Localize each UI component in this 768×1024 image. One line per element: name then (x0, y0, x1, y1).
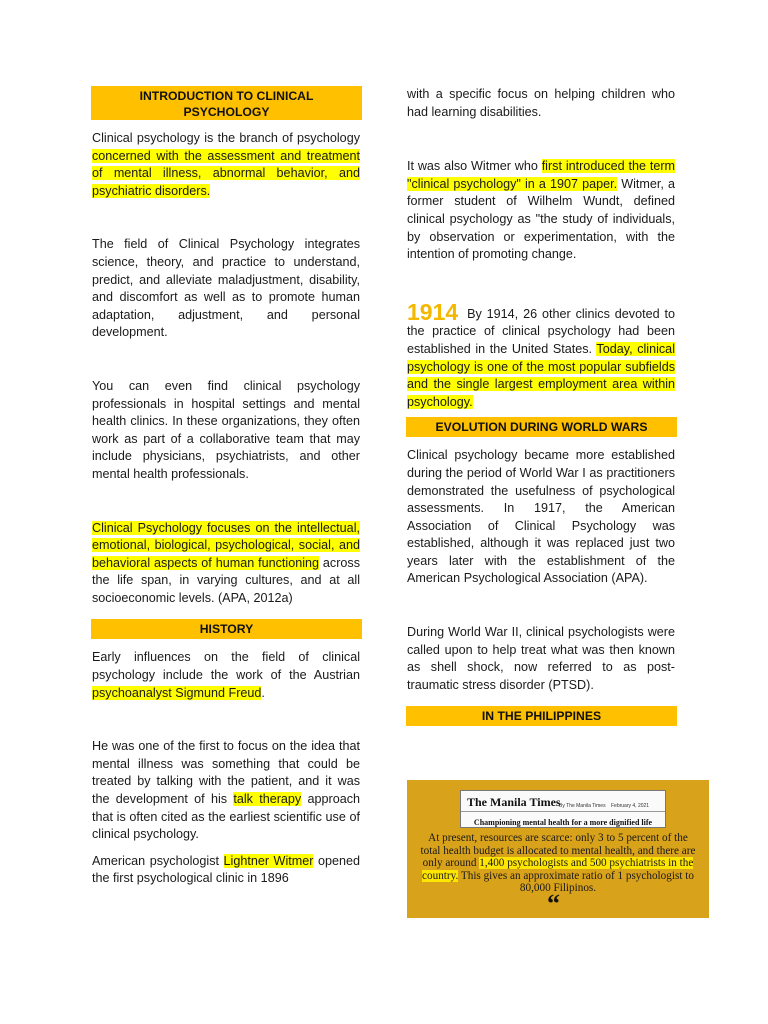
history-heading: HISTORY (91, 619, 362, 639)
clipping-text-a: At present, resources are scarce: only 3 to 5 percent of the total health budget is allocated to mental health, and there are only around (420, 832, 696, 870)
integration-paragraph: The field of Clinical Psychology integrates science, theory, and practice to understand, predict, and alleviate maladjustment, disability, and discomfort as well as to promote human adaptation, adjustment, and personal development. (92, 237, 360, 340)
freud-highlight: psychoanalyst Sigmund Freud (92, 685, 262, 700)
wwii-paragraph: During World War II, clinical psychologists were called upon to help treat what was then known as shell shock, now referred to as post-traumatic stress disorder (PTSD). (407, 625, 675, 692)
focus-text: across the life span, in varying cultures, and at all socioeconomic levels. (APA, 2012a) (92, 555, 361, 605)
year-text: By 1914, 26 other clinics devoted to the practice of clinical psychology had been established in the United States. (407, 306, 675, 356)
clipping-body (417, 832, 699, 895)
intro-heading: INTRODUCTION TO CLINICAL PSYCHOLOGY (91, 86, 362, 120)
wwi-paragraph: Clinical psychology became more established during the period of World War I as practitioners demonstrated the usefulness of psychological assessments. In 1917, the American Association of Clinical Psychology was established, although it was replaced just two years later with the establishment of the American Psychological Association (APA). (407, 448, 675, 586)
term-highlight: first introduced the term "clinical psychology" in a 1907 paper. (407, 159, 676, 191)
focus-paragraph (92, 520, 360, 608)
intro-text: Clinical psychology is the branch of psychology (92, 131, 360, 145)
byline: By The Manila Times (559, 803, 606, 809)
year-1914: 1914 (407, 298, 459, 325)
witmer-text-b: opened the first psychological clinic in 1896 (92, 853, 360, 886)
masthead: The Manila Times (467, 795, 561, 809)
settings-paragraph: You can even find clinical psychology professionals in hospital settings and mental health clinics. In these organizations, they often work as part of a collaborative team that may include physicians, psychiatrists, and other mental health professionals. (92, 378, 360, 481)
left-column (92, 86, 360, 888)
focus-highlight: Clinical Psychology focuses on the intellectual, emotional, biological, psychological, social, and behavioral aspects of human functioning (92, 520, 360, 570)
clipping-highlight: 1,400 psychologists and 500 psychiatrists in the country. (422, 857, 694, 882)
quote-icon: “ (547, 889, 560, 918)
talk-text-b: approach that is often cited as the earliest scientific use of clinical psychology. (92, 792, 361, 842)
talk-therapy-highlight: talk therapy (233, 792, 302, 807)
newspaper-clipping (407, 780, 709, 918)
talk-text-a: He was one of the first to focus on the idea that mental illness was something that could be treated by talking with the patient, and it was the development of his (92, 739, 360, 807)
freud-text: Early influences on the field of clinical psychology include the work of the Austrian (92, 650, 360, 683)
witmer-highlight: Lightner Witmer (223, 853, 314, 868)
right-column (407, 86, 675, 726)
intro-paragraph (92, 130, 360, 200)
term-text-a: It was also Witmer who (407, 159, 542, 174)
freud-paragraph (92, 649, 360, 702)
clipping-headline: Championing mental health for a more dignified life (461, 811, 665, 832)
clipping-header (460, 790, 666, 828)
witmer-paragraph (92, 853, 360, 888)
clipping-text-b: This gives an approximate ratio of 1 psychologist to 80,000 Filipinos. (458, 869, 694, 895)
philippines-heading: IN THE PHILIPPINES (406, 706, 677, 726)
witmer-text-a: American psychologist (92, 853, 224, 868)
learning-disabilities-paragraph: with a specific focus on helping children who had learning disabilities. (407, 87, 675, 119)
talk-therapy-paragraph (92, 738, 360, 844)
year-1914-paragraph (407, 298, 675, 412)
subfield-highlight: Today, clinical psychology is one of the most popular subfields and the single largest employment area within psychology. (407, 341, 675, 409)
freud-period: . (261, 685, 265, 700)
world-wars-heading: EVOLUTION DURING WORLD WARS (406, 417, 677, 437)
term-text-b: Witmer, a former student of Wilhelm Wundt, defined clinical psychology as "the study of individuals, by observation or experimentation, with the intention of promoting change. (407, 176, 675, 262)
term-paragraph (407, 158, 675, 264)
clipping-date: February 4, 2021 (611, 803, 650, 809)
intro-highlight: concerned with the assessment and treatment of mental illness, abnormal behavior, and psychiatric disorders. (92, 148, 360, 198)
